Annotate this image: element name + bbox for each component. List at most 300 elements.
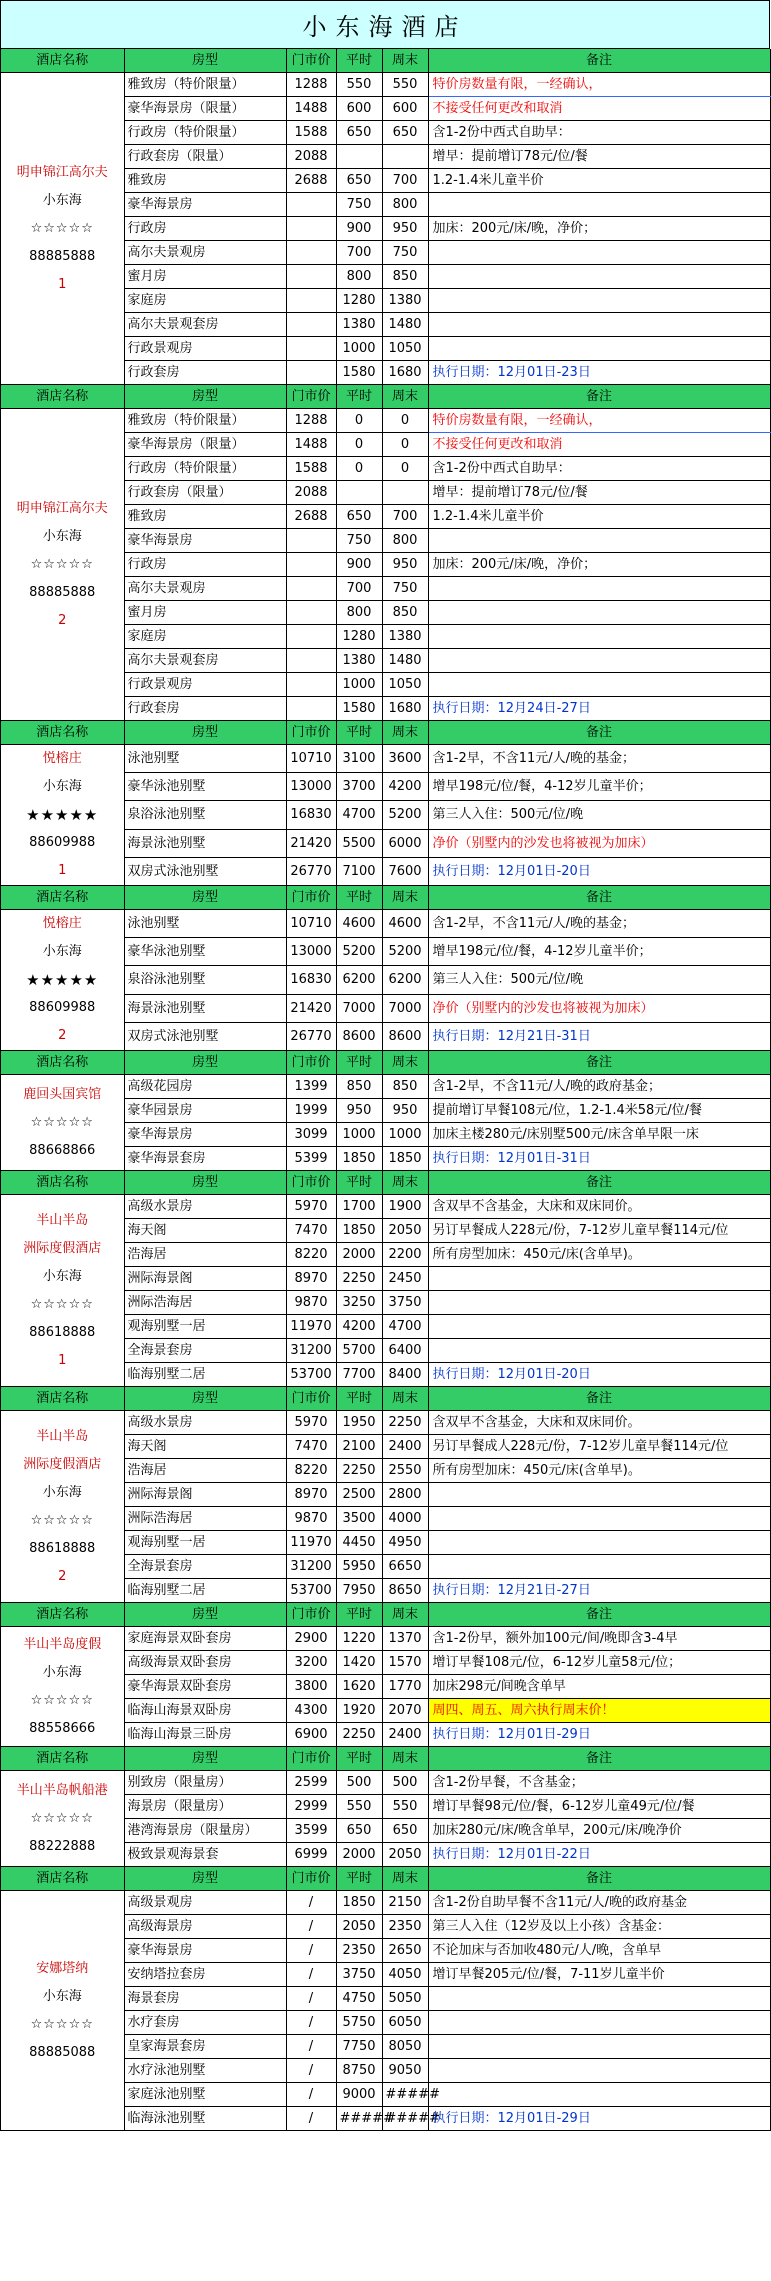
weekday-rate: 2250 xyxy=(336,1459,382,1483)
table-row xyxy=(1,1891,770,1915)
weekday-rate: 7000 xyxy=(336,994,382,1022)
header-rack-rate: 门市价 xyxy=(286,1171,336,1195)
weekday-rate: 600 xyxy=(336,97,382,121)
note-line: 含1-2份早，额外加100元/间/晚即含3-4早 xyxy=(428,1627,770,1651)
note-line xyxy=(428,289,770,313)
room-type: 豪华泳池别墅 xyxy=(124,938,286,966)
note-line: 增早198元/位/餐，4-12岁儿童半价； xyxy=(428,773,770,801)
room-type: 观海别墅一居 xyxy=(124,1531,286,1555)
room-type: 洲际浩海居 xyxy=(124,1507,286,1531)
rack-rate: 2688 xyxy=(286,169,336,193)
rack-rate xyxy=(286,529,336,553)
room-type: 行政房（特价限量） xyxy=(124,121,286,145)
room-type: 豪华海景房 xyxy=(124,193,286,217)
header-weekday-rate: 平时 xyxy=(336,1171,382,1195)
weekday-rate: 550 xyxy=(336,73,382,97)
weekend-rate: 2800 xyxy=(382,1483,428,1507)
weekday-rate: 650 xyxy=(336,1819,382,1843)
hotel-name: 安娜塔纳 xyxy=(36,1960,89,1976)
weekday-rate: 7700 xyxy=(336,1363,382,1387)
room-type: 海景房（限量房） xyxy=(124,1795,286,1819)
room-type: 家庭房 xyxy=(124,625,286,649)
hotel-phone: 88222888 xyxy=(29,1838,96,1854)
weekend-rate: 1380 xyxy=(382,289,428,313)
room-type: 行政房（特价限量） xyxy=(124,457,286,481)
room-type: 行政房 xyxy=(124,553,286,577)
weekday-rate: 7750 xyxy=(336,2035,382,2059)
note-line xyxy=(428,241,770,265)
room-type: 豪华海景房 xyxy=(124,1123,286,1147)
note-line xyxy=(428,601,770,625)
note-line xyxy=(428,577,770,601)
room-type: 行政套房（限量） xyxy=(124,481,286,505)
header-weekday-rate: 平时 xyxy=(336,1051,382,1075)
table-row xyxy=(1,1627,770,1651)
note-line: 另订早餐成人228元/份，7-12岁儿童早餐114元/位 xyxy=(428,1435,770,1459)
header-hotel-name: 酒店名称 xyxy=(1,385,124,409)
hotel-phone: 88885888 xyxy=(29,248,96,264)
weekday-rate: 4200 xyxy=(336,1315,382,1339)
rack-rate: 9870 xyxy=(286,1507,336,1531)
hotel-phone: 88668866 xyxy=(29,1142,96,1158)
rack-rate: 9870 xyxy=(286,1291,336,1315)
weekday-rate: 9000 xyxy=(336,2083,382,2107)
table-row xyxy=(1,1771,770,1795)
header-weekend-rate: 周末 xyxy=(382,721,428,745)
weekend-rate: 750 xyxy=(382,577,428,601)
hotel-index: 2 xyxy=(58,1568,67,1584)
note-line: 增订早餐108元/位，6-12岁儿童58元/位； xyxy=(428,1651,770,1675)
weekend-rate: 1770 xyxy=(382,1675,428,1699)
note-line xyxy=(428,1339,770,1363)
weekend-rate: 700 xyxy=(382,505,428,529)
weekday-rate: 1950 xyxy=(336,1411,382,1435)
note-line: 加床主楼280元/床别墅500元/床含单早限一床 xyxy=(428,1123,770,1147)
weekday-rate: 1920 xyxy=(336,1699,382,1723)
header-room-type: 房型 xyxy=(124,1387,286,1411)
note-line: 含1-2早，不含11元/人/晚的基金； xyxy=(428,910,770,938)
weekend-rate: 1680 xyxy=(382,697,428,721)
rack-rate xyxy=(286,601,336,625)
note-line: 1.2-1.4米儿童半价 xyxy=(428,505,770,529)
weekend-rate: 8600 xyxy=(382,1022,428,1050)
hotel-info-cell xyxy=(1,1075,124,1171)
rack-rate: 10710 xyxy=(286,910,336,938)
weekend-rate: 4600 xyxy=(382,910,428,938)
weekday-rate: 950 xyxy=(336,1099,382,1123)
rack-rate: 26770 xyxy=(286,857,336,885)
rack-rate: 31200 xyxy=(286,1555,336,1579)
room-type: 行政景观房 xyxy=(124,673,286,697)
weekday-rate: 5700 xyxy=(336,1339,382,1363)
header-room-type: 房型 xyxy=(124,1051,286,1075)
rack-rate: / xyxy=(286,2035,336,2059)
rack-rate: 26770 xyxy=(286,1022,336,1050)
note-line xyxy=(428,2035,770,2059)
rack-rate: 2999 xyxy=(286,1795,336,1819)
table-row xyxy=(1,1075,770,1099)
note-line: 第三人入住：500元/位/晚 xyxy=(428,801,770,829)
weekday-rate: 1220 xyxy=(336,1627,382,1651)
header-notes: 备注 xyxy=(428,1051,770,1075)
note-line: 增早198元/位/餐，4-12岁儿童半价； xyxy=(428,938,770,966)
header-hotel-name: 酒店名称 xyxy=(1,886,124,910)
room-type: 水疗泳池别墅 xyxy=(124,2059,286,2083)
rack-rate: / xyxy=(286,2083,336,2107)
weekday-rate: 0 xyxy=(336,457,382,481)
rack-rate xyxy=(286,673,336,697)
note-line xyxy=(428,2059,770,2083)
room-type: 海景泳池别墅 xyxy=(124,994,286,1022)
rack-rate: 1588 xyxy=(286,121,336,145)
note-line: 不论加床与否加收480元/人/晚，含单早 xyxy=(428,1939,770,1963)
hotel-stars: ☆☆☆☆☆ xyxy=(30,1692,94,1708)
room-type: 豪华海景房（限量） xyxy=(124,97,286,121)
note-line xyxy=(428,1507,770,1531)
header-room-type: 房型 xyxy=(124,385,286,409)
weekday-rate: 3100 xyxy=(336,745,382,773)
hotel-name: 明申锦江高尔夫 xyxy=(16,500,108,516)
room-type: 豪华泳池别墅 xyxy=(124,773,286,801)
weekday-rate: 850 xyxy=(336,1075,382,1099)
hotel-name: 鹿回头国宾馆 xyxy=(23,1086,102,1102)
note-line: 含双早不含基金，大床和双床同价。 xyxy=(428,1195,770,1219)
hotel-name: 洲际度假酒店 xyxy=(23,1240,102,1256)
weekday-rate: 1580 xyxy=(336,361,382,385)
weekday-rate: 3500 xyxy=(336,1507,382,1531)
note-line: 执行日期：12月24日-27日 xyxy=(428,697,770,721)
weekend-rate: 4000 xyxy=(382,1507,428,1531)
weekday-rate: 1380 xyxy=(336,313,382,337)
header-weekday-rate: 平时 xyxy=(336,49,382,73)
weekend-rate: 9050 xyxy=(382,2059,428,2083)
header-weekday-rate: 平时 xyxy=(336,1387,382,1411)
hotel-name: 明申锦江高尔夫 xyxy=(16,164,108,180)
header-notes: 备注 xyxy=(428,886,770,910)
header-notes: 备注 xyxy=(428,721,770,745)
weekday-rate: 4750 xyxy=(336,1987,382,2011)
weekend-rate: 600 xyxy=(382,97,428,121)
hotel-stars: ☆☆☆☆☆ xyxy=(30,556,94,572)
header-weekday-rate: 平时 xyxy=(336,886,382,910)
header-hotel-name: 酒店名称 xyxy=(1,1387,124,1411)
weekend-rate: ##### xyxy=(382,2107,428,2131)
room-type: 行政套房 xyxy=(124,697,286,721)
weekday-rate: 1850 xyxy=(336,1147,382,1171)
room-type: 高级海景房 xyxy=(124,1915,286,1939)
room-type: 洲际海景阁 xyxy=(124,1267,286,1291)
rack-rate: 2088 xyxy=(286,481,336,505)
room-type: 行政套房（限量） xyxy=(124,145,286,169)
note-line xyxy=(428,673,770,697)
header-rack-rate: 门市价 xyxy=(286,385,336,409)
table-row xyxy=(1,73,770,97)
weekend-rate: 4200 xyxy=(382,773,428,801)
hotel-stars: ★★★★★ xyxy=(26,971,99,989)
header-rack-rate: 门市价 xyxy=(286,49,336,73)
weekday-rate: 650 xyxy=(336,121,382,145)
rack-rate: 1399 xyxy=(286,1075,336,1099)
rack-rate: / xyxy=(286,2107,336,2131)
hotel-area: 小东海 xyxy=(42,1268,82,1284)
hotel-stars: ★★★★★ xyxy=(26,806,99,824)
hotel-phone: 88885088 xyxy=(29,2044,96,2060)
header-row xyxy=(1,1603,770,1627)
weekday-rate: 0 xyxy=(336,433,382,457)
note-line xyxy=(428,649,770,673)
header-rack-rate: 门市价 xyxy=(286,1387,336,1411)
weekday-rate: 4700 xyxy=(336,801,382,829)
weekend-rate: 550 xyxy=(382,1795,428,1819)
weekend-rate: 1050 xyxy=(382,337,428,361)
note-line xyxy=(428,265,770,289)
hotel-area: 小东海 xyxy=(42,1664,82,1680)
weekday-rate: 500 xyxy=(336,1771,382,1795)
note-line: 含1-2份中西式自助早： xyxy=(428,457,770,481)
note-line xyxy=(428,337,770,361)
rack-rate: 5399 xyxy=(286,1147,336,1171)
weekend-rate: 1570 xyxy=(382,1651,428,1675)
room-type: 高级花园房 xyxy=(124,1075,286,1099)
weekend-rate: 2150 xyxy=(382,1891,428,1915)
rack-rate: 2599 xyxy=(286,1771,336,1795)
weekday-rate: 6200 xyxy=(336,966,382,994)
weekday-rate: 1000 xyxy=(336,1123,382,1147)
weekday-rate: 8750 xyxy=(336,2059,382,2083)
weekend-rate: 5200 xyxy=(382,801,428,829)
rack-rate xyxy=(286,625,336,649)
room-type: 高尔夫景观套房 xyxy=(124,649,286,673)
header-row xyxy=(1,1051,770,1075)
hotel-phone: 88618888 xyxy=(29,1540,96,1556)
room-type: 高级景观房 xyxy=(124,1891,286,1915)
weekday-rate: 7950 xyxy=(336,1579,382,1603)
hotel-name: 洲际度假酒店 xyxy=(23,1456,102,1472)
weekday-rate: 1700 xyxy=(336,1195,382,1219)
room-type: 海天阁 xyxy=(124,1435,286,1459)
note-line: 增早：提前增订78元/位/餐 xyxy=(428,481,770,505)
hotel-info-cell xyxy=(1,1195,124,1387)
rack-rate: 1999 xyxy=(286,1099,336,1123)
header-notes: 备注 xyxy=(428,1747,770,1771)
room-type: 水疗套房 xyxy=(124,2011,286,2035)
header-weekend-rate: 周末 xyxy=(382,49,428,73)
note-line xyxy=(428,313,770,337)
header-rack-rate: 门市价 xyxy=(286,721,336,745)
note-line xyxy=(428,2011,770,2035)
room-type: 雅致房（特价限量） xyxy=(124,73,286,97)
note-line: 特价房数量有限，一经确认， xyxy=(428,409,770,433)
header-row xyxy=(1,1387,770,1411)
weekend-rate: 1680 xyxy=(382,361,428,385)
rack-rate: 7470 xyxy=(286,1435,336,1459)
weekday-rate xyxy=(336,481,382,505)
header-row xyxy=(1,385,770,409)
room-type: 全海景套房 xyxy=(124,1555,286,1579)
note-line: 执行日期：12月01日-29日 xyxy=(428,2107,770,2131)
rack-rate: / xyxy=(286,1891,336,1915)
note-line xyxy=(428,193,770,217)
hotel-info-cell xyxy=(1,1627,124,1747)
header-weekend-rate: 周末 xyxy=(382,1051,428,1075)
rack-rate: 53700 xyxy=(286,1579,336,1603)
note-line: 加床298元/间晚含单早 xyxy=(428,1675,770,1699)
weekend-rate: 1850 xyxy=(382,1147,428,1171)
rack-rate: 1288 xyxy=(286,73,336,97)
weekend-rate: 6000 xyxy=(382,829,428,857)
rack-rate: 3599 xyxy=(286,1819,336,1843)
rack-rate: 11970 xyxy=(286,1315,336,1339)
weekday-rate: 4450 xyxy=(336,1531,382,1555)
weekday-rate: 4600 xyxy=(336,910,382,938)
hotel-info-cell xyxy=(1,1411,124,1603)
header-hotel-name: 酒店名称 xyxy=(1,1747,124,1771)
note-line: 第三人入住：500元/位/晚 xyxy=(428,966,770,994)
room-type: 泳池别墅 xyxy=(124,910,286,938)
header-notes: 备注 xyxy=(428,1603,770,1627)
hotel-name: 半山半岛度假 xyxy=(23,1636,102,1652)
weekday-rate: 750 xyxy=(336,193,382,217)
note-line xyxy=(428,1531,770,1555)
header-weekend-rate: 周末 xyxy=(382,1387,428,1411)
rack-rate xyxy=(286,697,336,721)
weekday-rate: 2500 xyxy=(336,1483,382,1507)
note-line xyxy=(428,529,770,553)
room-type: 海景套房 xyxy=(124,1987,286,2011)
note-line: 第三人入住（12岁及以上小孩）含基金： xyxy=(428,1915,770,1939)
room-type: 双房式泳池别墅 xyxy=(124,1022,286,1050)
header-room-type: 房型 xyxy=(124,1171,286,1195)
hotel-name: 半山半岛帆船港 xyxy=(16,1782,108,1798)
weekend-rate: 7000 xyxy=(382,994,428,1022)
weekend-rate: 0 xyxy=(382,409,428,433)
weekend-rate: 4050 xyxy=(382,1963,428,1987)
room-type: 雅致房 xyxy=(124,505,286,529)
note-line: 含1-2份早餐，不含基金； xyxy=(428,1771,770,1795)
weekday-rate: 8600 xyxy=(336,1022,382,1050)
note-line: 不接受任何更改和取消 xyxy=(428,97,770,121)
hotel-stars: ☆☆☆☆☆ xyxy=(30,1114,94,1130)
weekend-rate: 6650 xyxy=(382,1555,428,1579)
hotel-index: 2 xyxy=(58,612,67,628)
weekday-rate: 1620 xyxy=(336,1675,382,1699)
room-type: 临海别墅二居 xyxy=(124,1579,286,1603)
header-row xyxy=(1,1747,770,1771)
weekend-rate: ##### xyxy=(382,2083,428,2107)
weekday-rate: 2050 xyxy=(336,1915,382,1939)
weekend-rate: 2250 xyxy=(382,1411,428,1435)
room-type: 高级海景双卧套房 xyxy=(124,1651,286,1675)
header-notes: 备注 xyxy=(428,1387,770,1411)
room-type: 皇家海景套房 xyxy=(124,2035,286,2059)
weekday-rate: 800 xyxy=(336,601,382,625)
header-weekend-rate: 周末 xyxy=(382,1867,428,1891)
hotel-index: 1 xyxy=(58,1352,67,1368)
weekday-rate: 900 xyxy=(336,217,382,241)
hotel-area: 小东海 xyxy=(42,1484,82,1500)
note-line: 含1-2份中西式自助早： xyxy=(428,121,770,145)
weekend-rate: 3600 xyxy=(382,745,428,773)
header-weekend-rate: 周末 xyxy=(382,385,428,409)
weekend-rate: 2400 xyxy=(382,1435,428,1459)
table-row xyxy=(1,910,770,938)
weekend-rate: 2070 xyxy=(382,1699,428,1723)
room-type: 豪华海景双卧套房 xyxy=(124,1675,286,1699)
note-line xyxy=(428,1987,770,2011)
room-type: 洲际浩海居 xyxy=(124,1291,286,1315)
header-weekday-rate: 平时 xyxy=(336,385,382,409)
weekend-rate: 850 xyxy=(382,265,428,289)
rack-rate: 3099 xyxy=(286,1123,336,1147)
rack-rate: 31200 xyxy=(286,1339,336,1363)
header-room-type: 房型 xyxy=(124,1603,286,1627)
weekend-rate: 2050 xyxy=(382,1219,428,1243)
weekday-rate: 7100 xyxy=(336,857,382,885)
note-line xyxy=(428,1291,770,1315)
weekday-rate: 700 xyxy=(336,241,382,265)
weekend-rate: 2350 xyxy=(382,1915,428,1939)
weekend-rate: 950 xyxy=(382,1099,428,1123)
rack-rate: 6999 xyxy=(286,1843,336,1867)
weekday-rate: 1580 xyxy=(336,697,382,721)
room-type: 临海山海景三卧房 xyxy=(124,1723,286,1747)
rack-rate: / xyxy=(286,1915,336,1939)
header-room-type: 房型 xyxy=(124,49,286,73)
rack-rate xyxy=(286,553,336,577)
room-type: 高尔夫景观套房 xyxy=(124,313,286,337)
weekend-rate: 1480 xyxy=(382,313,428,337)
note-line: 增早：提前增订78元/位/餐 xyxy=(428,145,770,169)
room-type: 临海山海景双卧房 xyxy=(124,1699,286,1723)
rack-rate: 10710 xyxy=(286,745,336,773)
header-row xyxy=(1,721,770,745)
room-type: 高级水景房 xyxy=(124,1195,286,1219)
rack-rate: 8220 xyxy=(286,1243,336,1267)
header-notes: 备注 xyxy=(428,1171,770,1195)
note-line: 加床：200元/床/晚，净价； xyxy=(428,217,770,241)
weekday-rate: 1000 xyxy=(336,337,382,361)
weekday-rate: 3250 xyxy=(336,1291,382,1315)
rack-rate: 8970 xyxy=(286,1483,336,1507)
weekend-rate: 650 xyxy=(382,1819,428,1843)
weekday-rate: 750 xyxy=(336,529,382,553)
weekend-rate: 4950 xyxy=(382,1531,428,1555)
weekend-rate: 850 xyxy=(382,1075,428,1099)
hotel-phone: 88609988 xyxy=(29,1000,96,1015)
hotel-info-cell xyxy=(1,73,124,385)
hotel-area: 小东海 xyxy=(42,1988,82,2004)
room-type: 浩海居 xyxy=(124,1459,286,1483)
header-weekend-rate: 周末 xyxy=(382,1171,428,1195)
room-type: 泳池别墅 xyxy=(124,745,286,773)
header-hotel-name: 酒店名称 xyxy=(1,721,124,745)
header-hotel-name: 酒店名称 xyxy=(1,1171,124,1195)
rack-rate: 8970 xyxy=(286,1267,336,1291)
note-line: 执行日期：12月01日-29日 xyxy=(428,1723,770,1747)
hotel-name: 悦榕庄 xyxy=(42,916,82,931)
room-type: 雅致房 xyxy=(124,169,286,193)
weekday-rate: 1000 xyxy=(336,673,382,697)
hotel-phone: 88885888 xyxy=(29,584,96,600)
weekend-rate: 2450 xyxy=(382,1267,428,1291)
rack-rate: 5970 xyxy=(286,1195,336,1219)
note-line xyxy=(428,625,770,649)
note-line: 净价（别墅内的沙发也将被视为加床） xyxy=(428,994,770,1022)
weekday-rate: 1280 xyxy=(336,625,382,649)
weekend-rate: 6200 xyxy=(382,966,428,994)
room-type: 蜜月房 xyxy=(124,601,286,625)
weekday-rate: 2250 xyxy=(336,1723,382,1747)
